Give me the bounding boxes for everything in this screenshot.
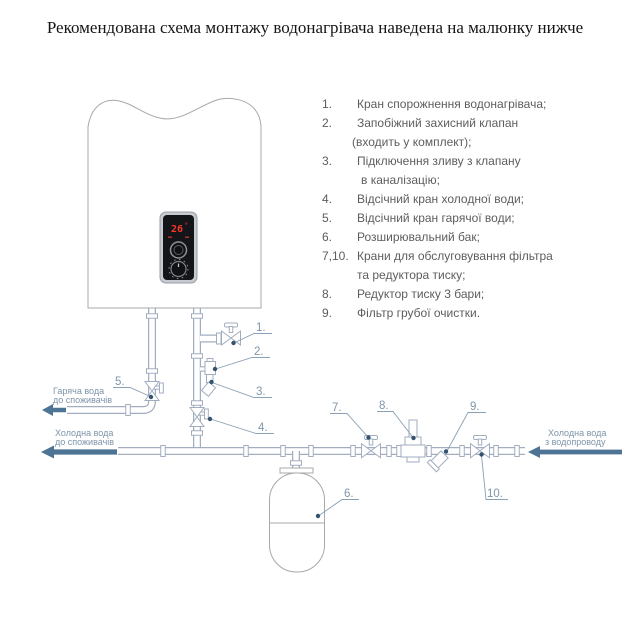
callout-7 [330, 402, 371, 440]
callout-10 [479, 452, 508, 500]
svg-text:з водопроводу: з водопроводу [545, 437, 606, 447]
svg-text:до споживачів: до споживачів [53, 395, 113, 405]
expansion-tank-6 [270, 468, 325, 572]
knob-upper [171, 242, 187, 258]
label-cold-from-supply [545, 428, 606, 447]
svg-text:6.: 6. [344, 488, 354, 500]
legend-item-1: 1. Кран спорожнення водонагрівача; [322, 97, 547, 111]
svg-text:9.: 9. [470, 401, 480, 413]
svg-text:Гаряча вода: Гаряча вода [53, 386, 105, 396]
arrow-cold-to-consumers [41, 446, 117, 459]
pipe-couplings [126, 314, 520, 466]
callout-2 [213, 346, 270, 371]
label-hot-to-consumers [53, 386, 112, 405]
sewer-drain-3 [202, 382, 216, 396]
temperature-display: 26 [171, 224, 184, 235]
callout-4 [208, 417, 274, 434]
temperature-unit: ° [184, 222, 189, 229]
svg-text:1.: 1. [256, 322, 266, 334]
label-cold-to-consumers [55, 428, 114, 447]
svg-text:4.: 4. [258, 422, 268, 434]
svg-text:8.: 8. [379, 400, 389, 412]
control-panel [160, 212, 197, 283]
svg-text:Холодна вода: Холодна вода [548, 428, 607, 438]
svg-text:3.: 3. [256, 386, 266, 398]
legend-item-9: 9. Фільтр грубої очистки. [322, 306, 481, 320]
legend-item-8: 8. Редуктор тиску 3 бари; [322, 287, 485, 301]
arrow-cold-from-supply [528, 446, 622, 458]
page-title: Рекомендована схема монтажу водонагрівача наведена на малюнку нижче [46, 18, 584, 37]
svg-text:2.: 2. [254, 346, 264, 358]
svg-text:5.: 5. [115, 376, 125, 388]
legend-item-5: 5. Відсічний кран гарячої води; [322, 211, 515, 225]
arrow-hot-to-consumers [42, 404, 66, 416]
legend-item-2: 2. Запобіжний захисний клапан (входить у комплект); [322, 116, 519, 149]
legend-item-6: 6. Розширювальний бак; [322, 230, 480, 244]
callout-5 [113, 376, 153, 399]
svg-text:7.: 7. [332, 402, 342, 414]
legend-item-4: 4. Відсічний кран холодної води; [322, 192, 524, 206]
legend-list [316, 95, 622, 323]
legend-item-7-10: 7,10. Крани для обслуговування фільтра та редуктора тиску; [322, 249, 553, 282]
svg-text:до споживачів: до споживачів [55, 437, 115, 447]
callout-3 [209, 380, 272, 398]
callout-9 [444, 401, 486, 454]
svg-text:10.: 10. [487, 488, 503, 500]
svg-text:Холодна вода: Холодна вода [55, 428, 114, 438]
legend-item-3: 3. Підключення зливу з клапану в каналізацію; [322, 154, 521, 187]
